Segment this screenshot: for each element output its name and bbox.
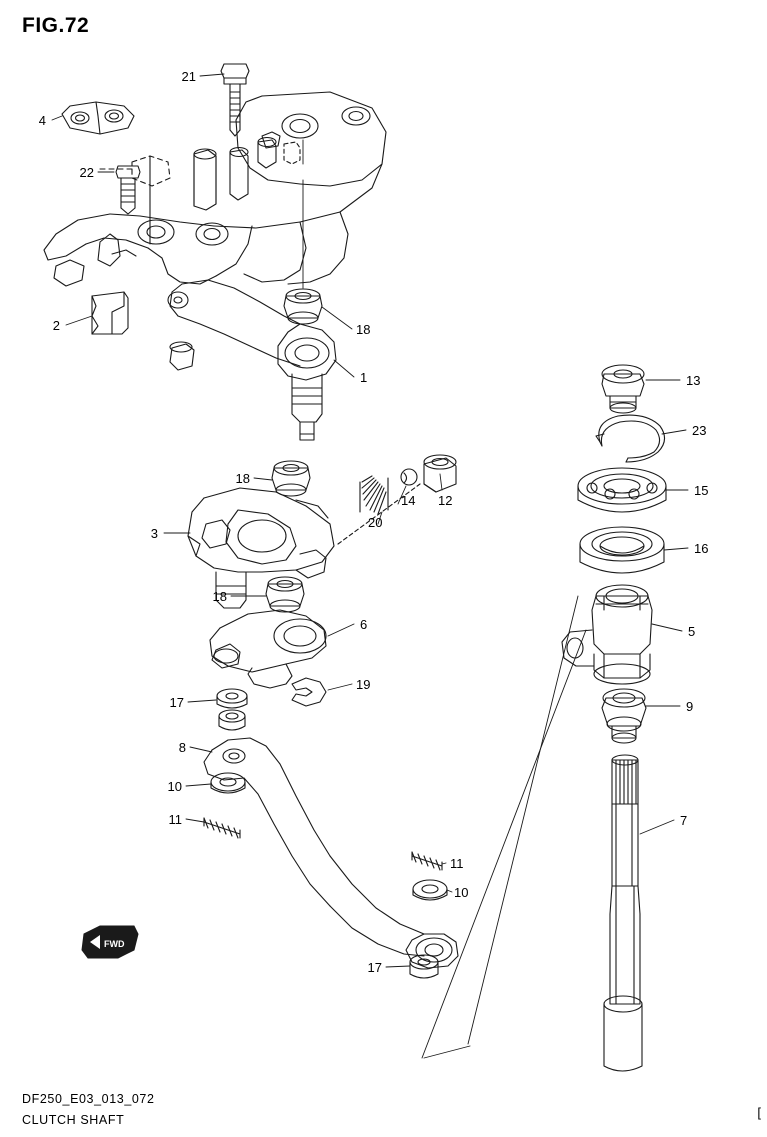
callout-1: 1 [360,370,368,385]
callout-22: 22 [79,165,94,180]
footer-drawing-code: DF250_E03_013_072 [22,1092,155,1106]
part-7-clutch-shaft [604,755,642,1071]
part-20-spring [338,476,420,544]
callout-13: 13 [686,373,701,388]
callout-8: 8 [178,740,186,755]
part-10-washer-lower [413,880,447,900]
callout-17-up: 17 [169,695,184,710]
callout-10-low: 10 [454,885,469,900]
footer-figure-name: CLUTCH SHAFT [22,1113,125,1127]
part-10-washer-upper [211,773,245,793]
callout-15: 15 [694,483,709,498]
part-8-shift-link [204,738,458,968]
part-13-plug [602,365,644,413]
part-22-bolt [116,166,140,214]
part-2-clip [92,292,128,334]
callout-17-low: 17 [367,960,382,975]
callout-3: 3 [150,526,158,541]
callout-18-low: 18 [212,589,227,604]
part-12-plug [424,455,456,492]
part-1-shift-arm [168,280,336,440]
part-3-shift-housing [188,488,334,608]
callout-6: 6 [360,617,368,632]
part-11-pin-upper [204,818,240,838]
part-9-seal [602,689,646,743]
part-17-washer-upper [217,689,247,730]
callout-16: 16 [694,541,709,556]
callout-labels [39,69,709,975]
callout-12: 12 [438,493,453,508]
upper-housing-assembly [44,92,386,286]
part-6-shift-lever [210,610,326,688]
callout-11-low: 11 [450,856,464,871]
callout-4: 4 [38,113,46,128]
callout-21: 21 [181,69,196,84]
callout-9: 9 [686,699,694,714]
callout-19: 19 [356,677,371,692]
clutch-shaft-exploded-view [0,44,767,1084]
fwd-direction-marker [82,926,138,958]
part-5-housing [562,585,652,684]
fwd-label: FWD [104,939,125,949]
part-4-bracket [62,102,134,134]
callout-20: 20 [368,515,383,530]
assembly-leader-lines [303,140,586,1058]
part-23-snap-ring [596,415,665,462]
callout-23: 23 [692,423,707,438]
callout-18-mid: 18 [235,471,250,486]
part-16-oil-seal [580,527,664,573]
callout-14: 14 [401,493,416,508]
part-15-bearing [578,468,666,512]
figure-title: FIG.72 [22,14,90,37]
part-14-ball [401,469,417,485]
part-11-pin-lower [412,852,442,870]
callout-18-top: 18 [356,322,371,337]
callout-11-up: 11 [168,812,182,827]
callout-2: 2 [52,318,60,333]
footer-bracket: [ [757,1105,761,1120]
parts-diagram [0,44,767,1084]
part-19-e-clip [292,678,326,706]
part-18-bushing-middle [272,461,310,496]
callout-7: 7 [680,813,688,828]
part-18-bushing-lower [266,577,304,612]
part-21-bolt [221,64,249,136]
callout-10-up: 10 [167,779,182,794]
callout-5: 5 [688,624,696,639]
